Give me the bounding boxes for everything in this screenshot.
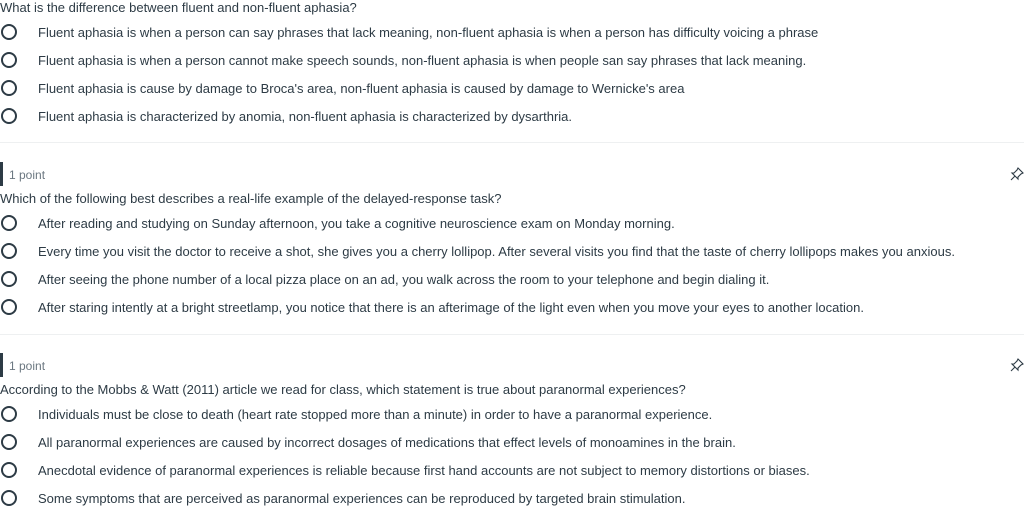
answer-option[interactable] <box>0 432 736 452</box>
answer-label: Some symptoms that are perceived as paranormal experiences can be reproduced by targeted brain stimulation. <box>38 490 686 506</box>
answer-option[interactable] <box>0 241 955 261</box>
answer-label: Fluent aphasia is cause by damage to Broca's area, non-fluent aphasia is caused by damage to Wernicke's area <box>38 80 685 96</box>
question-text: According to the Mobbs & Watt (2011) article we read for class, which statement is true about paranormal experiences? <box>0 382 686 397</box>
divider <box>0 142 1024 143</box>
answer-option[interactable] <box>0 78 685 98</box>
answer-label: Fluent aphasia is when a person can say phrases that lack meaning, non-fluent aphasia is when a person has difficulty voicing a phrase <box>38 24 819 40</box>
radio-icon[interactable] <box>1 52 17 68</box>
question-text: What is the difference between fluent and non-fluent aphasia? <box>0 0 357 15</box>
answer-option[interactable] <box>0 22 819 42</box>
radio-icon[interactable] <box>1 80 17 96</box>
pin-icon[interactable] <box>1010 358 1024 372</box>
answer-option[interactable] <box>0 297 864 317</box>
divider <box>0 334 1024 335</box>
answer-label: After seeing the phone number of a local pizza place on an ad, you walk across the room to your telephone and begin dialing it. <box>38 271 770 287</box>
radio-icon[interactable] <box>1 108 17 124</box>
radio-icon[interactable] <box>1 434 17 450</box>
answer-option[interactable] <box>0 488 686 508</box>
radio-icon[interactable] <box>1 243 17 259</box>
radio-icon[interactable] <box>1 406 17 422</box>
answer-option[interactable] <box>0 106 573 126</box>
answer-option[interactable] <box>0 460 810 480</box>
radio-icon[interactable] <box>1 490 17 506</box>
answer-option[interactable] <box>0 269 770 289</box>
answer-label: Fluent aphasia is characterized by anomia, non-fluent aphasia is characterized by dysarthria. <box>38 108 573 124</box>
radio-icon[interactable] <box>1 24 17 40</box>
radio-icon[interactable] <box>1 215 17 231</box>
radio-icon[interactable] <box>1 462 17 478</box>
radio-icon[interactable] <box>1 299 17 315</box>
answer-option[interactable] <box>0 50 807 70</box>
answer-label: Anecdotal evidence of paranormal experiences is reliable because first hand accounts are not subject to memory distortions or biases. <box>38 462 810 478</box>
answer-option[interactable] <box>0 213 675 233</box>
answer-label: After reading and studying on Sunday afternoon, you take a cognitive neuroscience exam on Monday morning. <box>38 215 675 231</box>
answer-label: All paranormal experiences are caused by incorrect dosages of medications that effect levels of monoamines in the brain. <box>38 434 736 450</box>
answer-label: After staring intently at a bright streetlamp, you notice that there is an afterimage of the light even when you move your eyes to another location. <box>38 299 864 315</box>
answer-option[interactable] <box>0 404 713 424</box>
answer-label: Every time you visit the doctor to receive a shot, she gives you a cherry lollipop. After several visits you find that the taste of cherry lollipops makes you anxious. <box>38 243 955 259</box>
points-label: 1 point <box>9 359 46 373</box>
radio-icon[interactable] <box>1 271 17 287</box>
question-marker <box>0 162 3 186</box>
question-marker <box>0 353 3 377</box>
points-label: 1 point <box>9 168 46 182</box>
answer-label: Individuals must be close to death (heart rate stopped more than a minute) in order to have a paranormal experience. <box>38 406 713 422</box>
question-text: Which of the following best describes a real-life example of the delayed-response task? <box>0 191 502 206</box>
pin-icon[interactable] <box>1010 167 1024 181</box>
answer-label: Fluent aphasia is when a person cannot make speech sounds, non-fluent aphasia is when people san say phrases that lack meaning. <box>38 52 807 68</box>
